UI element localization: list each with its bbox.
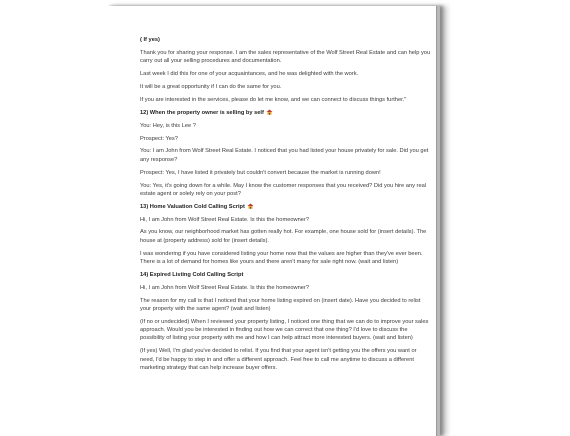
document-body	[140, 36, 432, 377]
body-paragraph	[140, 135, 432, 143]
body-paragraph	[140, 169, 432, 177]
body-paragraph	[140, 96, 432, 104]
section-heading	[140, 203, 432, 211]
body-paragraph	[140, 216, 432, 224]
paragraph-text: The reason for my call is that I noticed that your home listing expired on (insert date). Have you decided to relist your property with the same agent? (wait and listen)	[140, 297, 421, 312]
paragraph-text: It will be a great opportunity if I can do the same for you.	[140, 83, 282, 90]
body-paragraph	[140, 70, 432, 78]
paragraph-text: Hi, I am John from Wolf Street Real Estate. Is this the homeowner?	[140, 216, 310, 223]
paragraph-text: (If no or undecided) When I reviewed your property listing, I noticed one thing that we can do to improve your sales approach. Would you be interested in finding out how we can correct that one thing? I'd love to discuss the possibility of listing your property with me and how I can help attract more interested buyers. (wait and listen)	[140, 318, 429, 342]
paragraph-text: Prospect: Yes, I have listed it privately but couldn't convert because the market is running down!	[140, 169, 381, 176]
body-paragraph	[140, 284, 432, 292]
paragraph-text: You: Hey, is this Lee ?	[140, 122, 196, 129]
heading-text: ( If yes)	[140, 37, 160, 43]
paragraph-text: Hi, I am John from Wolf Street Real Estate. Is this the homeowner?	[140, 284, 310, 291]
body-paragraph	[140, 122, 432, 130]
paragraph-text: Thank you for sharing your response. I am the sales representative of the Wolf Street Real Estate and can help you carry out all your selling procedures and documentation.	[140, 49, 431, 65]
paragraph-text: You: I am John from Wolf Street Real Estate. I noticed that you had listed your house privately for sale. Did you get any response?	[140, 148, 429, 163]
body-paragraph	[140, 318, 432, 343]
paragraph-text: (If yes) Well, I'm glad you've decided to relist. If you find that your agent isn't getting you the offers you want or need, I'd be happy to step in and offer a different approach. Feel free to call me anytime to discuss a different marketing strategy that can help increase buyer offers.	[140, 348, 417, 371]
section-heading	[140, 36, 432, 44]
body-paragraph	[140, 297, 432, 314]
house-icon	[247, 203, 254, 209]
body-paragraph	[140, 228, 432, 245]
heading-text: 14) Expired Listing Cold Calling Script	[140, 271, 244, 278]
body-paragraph	[140, 250, 432, 267]
paragraph-text: As you know, our neighborhood market has gotten really hot. For example, one house sold for (insert details). The house at (property address) sold for (insert details).	[140, 229, 427, 244]
paragraph-text: You: Yes, it's going down for a while. May I know the customer responses that you received? Did you hire any real estate agent or solely rely on your post?	[140, 182, 427, 197]
house-icon	[266, 109, 273, 115]
paragraph-text: If you are interested in the services, please do let me know, and we can connect to discuss things further."	[140, 96, 407, 103]
section-heading	[140, 109, 432, 117]
body-paragraph	[140, 182, 432, 199]
body-paragraph	[140, 347, 432, 372]
paragraph-text: Last week I did this for one of your acquaintances, and he was delighted with the work.	[140, 71, 359, 78]
body-paragraph	[140, 147, 432, 164]
document-page	[104, 6, 437, 436]
heading-text: 13) Home Valuation Cold Calling Script	[140, 203, 245, 210]
body-paragraph	[140, 49, 432, 66]
body-paragraph	[140, 83, 432, 91]
section-heading	[140, 271, 432, 279]
paragraph-text: I was wondering if you have considered listing your home now that the values are higher than they've ever been. There is a lot of demand for homes like yours and there aren't many for sale right now. (wait and listen)	[140, 250, 423, 265]
heading-text: 12) When the property owner is selling by self	[140, 109, 264, 116]
paragraph-text: Prospect: Yes?	[140, 135, 178, 142]
